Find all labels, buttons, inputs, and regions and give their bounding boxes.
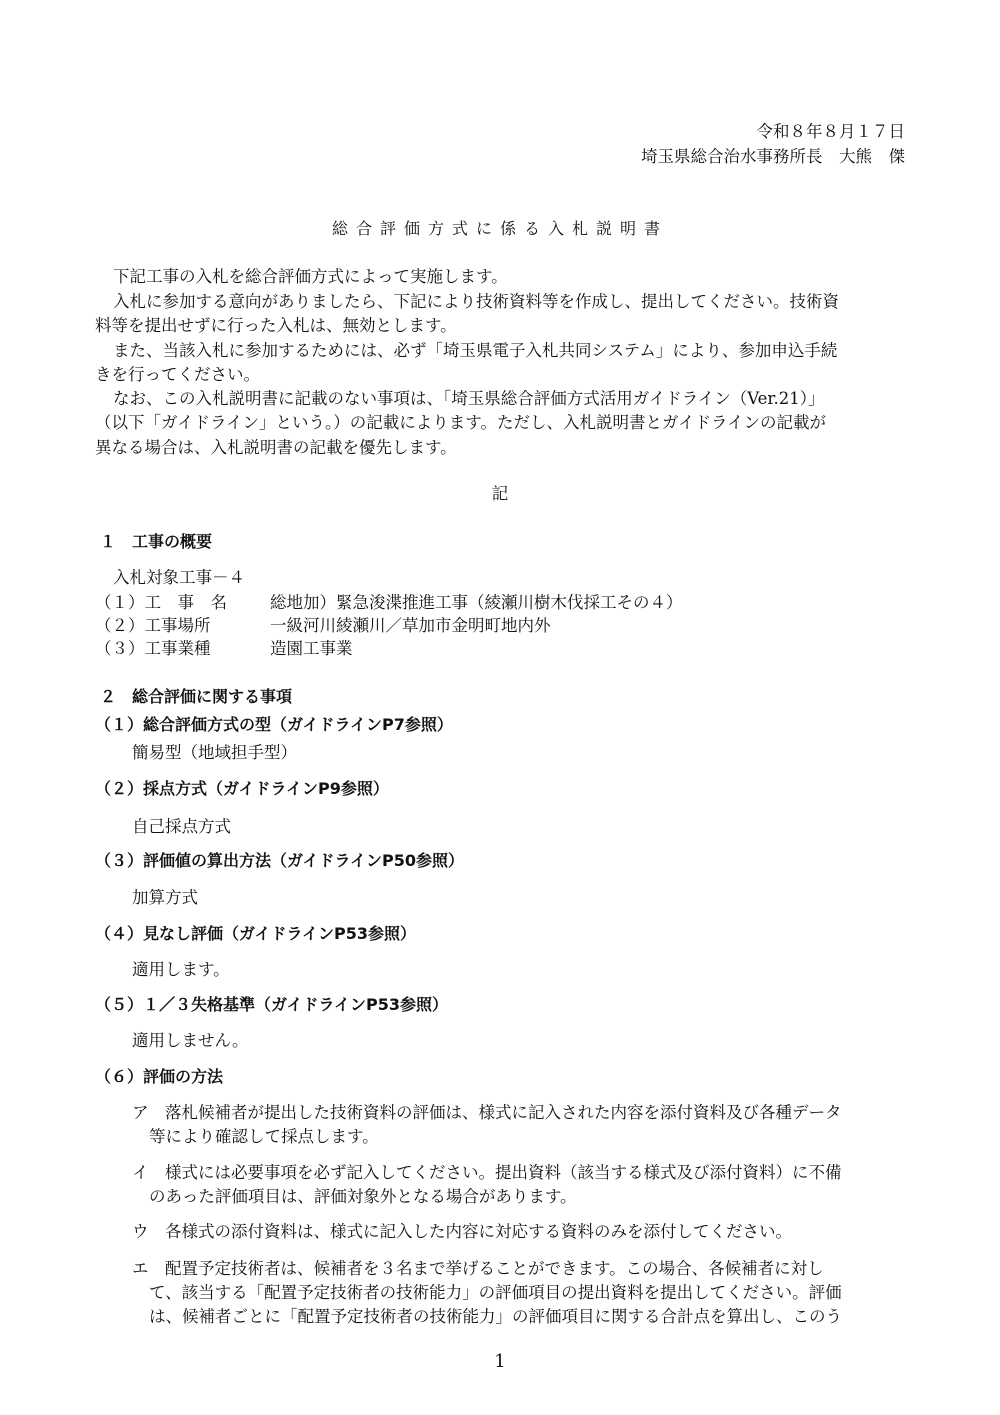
subsection-1-body: 簡易型（地域担手型）	[132, 743, 297, 762]
section-1-heading: １ 工事の概要	[100, 532, 213, 551]
method-e-line-2: て、該当する「配置予定技術者の技術能力」の評価項目の提出資料を提出してください。評価	[149, 1283, 842, 1302]
intro-paragraph-2-line-1: 入札に参加する意向がありましたら、下記により技術資料等を作成し、提出してください。技術資	[113, 292, 839, 311]
subsection-3-heading: （３）評価値の算出方法（ガイドラインP50参照）	[95, 851, 465, 870]
subsection-6-heading: （６）評価の方法	[95, 1067, 224, 1086]
work-name-label: （１）工 事 名	[95, 593, 227, 612]
method-a-line-2: 等により確認して採点します。	[149, 1127, 379, 1146]
intro-paragraph-3-line-1: また、当該入札に参加するためには、必ず「埼玉県電子入札共同システム」により、参加申込手続	[113, 341, 838, 360]
page-number: 1	[494, 1351, 506, 1372]
subsection-2-body: 自己採点方式	[132, 817, 231, 836]
subsection-4-heading: （４）見なし評価（ガイドラインP53参照）	[95, 924, 417, 943]
method-u-line-1: ウ 各様式の添付資料は、様式に記入した内容に対応する資料のみを添付してください。	[132, 1222, 792, 1241]
section-2-heading: ２ 総合評価に関する事項	[100, 687, 293, 706]
intro-paragraph-3-line-2: きを行ってください。	[95, 365, 260, 384]
work-type-value: 造園工事業	[270, 639, 353, 658]
subsection-2-heading: （２）採点方式（ガイドラインP9参照）	[95, 779, 389, 798]
issue-date: 令和８年８月１７日	[756, 122, 905, 141]
method-i-line-1: イ 様式には必要事項を必ず記入してください。提出資料（該当する様式及び添付資料）に不備	[132, 1163, 842, 1182]
subsection-3-body: 加算方式	[132, 888, 198, 907]
method-e-line-3: は、候補者ごとに「配置予定技術者の技術能力」の評価項目に関する合計点を算出し、このう	[149, 1307, 842, 1326]
subsection-4-body: 適用します。	[132, 960, 230, 979]
issuer-name: 埼玉県総合治水事務所長 大熊 傑	[641, 147, 905, 166]
work-location-label: （２）工事場所	[95, 616, 211, 635]
target-work-label: 入札対象工事－４	[113, 568, 245, 587]
method-a-line-1: ア 落札候補者が提出した技術資料の評価は、様式に記入された内容を添付資料及び各種データ	[132, 1103, 842, 1122]
subsection-5-body: 適用しません。	[132, 1031, 249, 1050]
work-location-value: 一級河川綾瀬川／草加市金明町地内外	[270, 616, 551, 635]
subsection-1-heading: （１）総合評価方式の型（ガイドラインP7参照）	[95, 715, 453, 734]
ki-mark: 記	[491, 484, 509, 503]
intro-paragraph-4-line-3: 異なる場合は、入札説明書の記載を優先します。	[95, 438, 457, 457]
work-name-value: 総地加）緊急浚渫推進工事（綾瀬川樹木伐採工その４）	[270, 593, 683, 612]
intro-paragraph-2-line-2: 料等を提出せずに行った入札は、無効とします。	[95, 316, 457, 335]
document-title: 総合評価方式に係る入札説明書	[331, 219, 668, 238]
work-type-label: （３）工事業種	[95, 639, 211, 658]
subsection-5-heading: （５）１／３失格基準（ガイドラインP53参照）	[95, 995, 449, 1014]
method-i-line-2: のあった評価項目は、評価対象外となる場合があります。	[149, 1187, 577, 1206]
method-e-line-1: エ 配置予定技術者は、候補者を３名まで挙げることができます。この場合、各候補者に対し	[132, 1259, 824, 1278]
intro-paragraph-1: 下記工事の入札を総合評価方式によって実施します。	[113, 267, 508, 286]
intro-paragraph-4-line-2: （以下「ガイドライン」という。）の記載によります。ただし、入札説明書とガイドラインの記載が	[95, 413, 826, 432]
intro-paragraph-4-line-1: なお、この入札説明書に記載のない事項は、「埼玉県総合評価方式活用ガイドライン（Ver.21）」	[113, 389, 825, 408]
